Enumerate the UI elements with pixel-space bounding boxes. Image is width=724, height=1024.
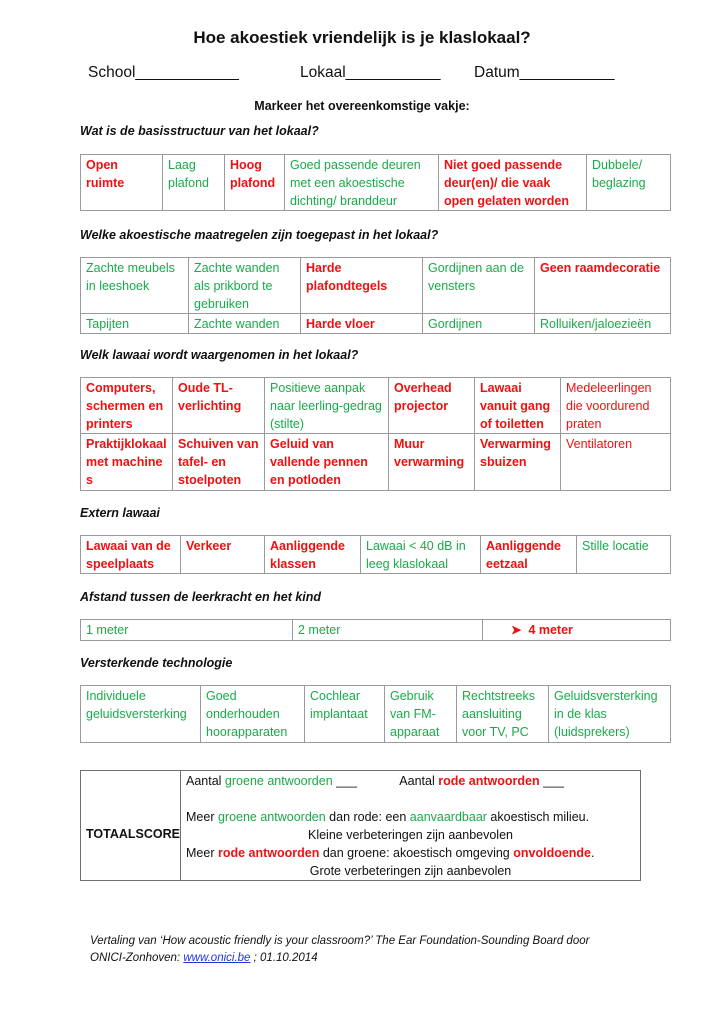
count-line: Aantal groene antwoorden ___ Aantal rode antwoorden ___ — [186, 774, 564, 788]
option-cell[interactable]: Gordijnen aan de vensters — [423, 258, 535, 314]
option-cell[interactable]: Tapijten — [81, 314, 189, 334]
option-cell[interactable]: Hoog plafond — [225, 155, 285, 211]
table-technologie — [80, 685, 671, 743]
green-advice: Kleine verbeteringen zijn aanbevolen — [307, 828, 513, 842]
table-row — [81, 434, 671, 491]
option-cell[interactable]: ➤ 4 meter — [483, 620, 671, 641]
option-cell[interactable]: Computers, schermen en printers — [81, 378, 173, 434]
option-cell[interactable]: Positieve aanpak naar leerling-gedrag (stilte) — [265, 378, 389, 434]
footer-line-2: ONICI-Zonhoven: www.onici.be ; 01.10.2014 — [90, 952, 318, 964]
section-heading-afstand: Afstand tussen de leerkracht en het kind — [80, 590, 322, 604]
page-title: Hoe akoestiek vriendelijk is je klaslokaal? — [193, 28, 531, 47]
option-cell[interactable]: Cochlear implantaat — [305, 686, 385, 743]
option-cell[interactable]: Niet goed passende deur(en)/ die vaak open gelaten worden — [439, 155, 587, 211]
lokaal-field[interactable]: Lokaal___________ — [300, 64, 441, 81]
green-result-line: Meer groene antwoorden dan rode: een aanvaardbaar akoestisch milieu. — [186, 810, 590, 824]
option-cell[interactable]: Geluid van vallende pennen en potloden — [265, 434, 389, 491]
option-cell[interactable]: Zachte wanden — [189, 314, 301, 334]
option-cell[interactable]: Ventilatoren — [561, 434, 671, 491]
section-heading-maatregelen: Welke akoestische maatregelen zijn toegepast in het lokaal? — [80, 228, 439, 242]
table-row — [81, 378, 671, 434]
option-cell[interactable]: Medeleerlingen die voordurend praten — [561, 378, 671, 434]
section-heading-extern: Extern lawaai — [80, 506, 160, 520]
totaalscore-label: TOTAALSCORE — [81, 771, 181, 881]
option-cell[interactable]: Individuele geluidsversterking — [81, 686, 201, 743]
instruction: Markeer het overeenkomstige vakje: — [254, 99, 470, 113]
table-row — [81, 771, 641, 881]
option-cell[interactable]: Open ruimte — [81, 155, 163, 211]
option-cell[interactable]: Gebruik van FM-apparaat — [385, 686, 457, 743]
section-heading-technologie: Versterkende technologie — [80, 656, 233, 670]
footer — [90, 933, 589, 967]
table-row — [81, 258, 671, 314]
table-extern — [80, 535, 671, 574]
option-cell[interactable]: Oude TL-verlichting — [173, 378, 265, 434]
option-cell[interactable]: Lawaai van de speelplaats — [81, 536, 181, 574]
school-field[interactable]: School____________ — [88, 64, 239, 81]
section-heading-lawaai: Welk lawaai wordt waargenomen in het lokaal? — [80, 348, 359, 362]
red-count-blank[interactable]: ___ — [539, 774, 564, 788]
option-cell[interactable]: Aanliggende eetzaal — [481, 536, 577, 574]
table-row — [81, 155, 671, 211]
table-row — [81, 314, 671, 334]
datum-field[interactable]: Datum___________ — [474, 64, 615, 81]
option-cell[interactable]: Harde vloer — [301, 314, 423, 334]
table-row — [81, 620, 671, 641]
option-cell[interactable]: Verkeer — [181, 536, 265, 574]
option-cell[interactable]: Goed onderhouden hoorapparaten — [201, 686, 305, 743]
option-cell[interactable]: Rechtstreeks aansluiting voor TV, PC — [457, 686, 549, 743]
option-cell[interactable]: Zachte meubels in leeshoek — [81, 258, 189, 314]
option-cell[interactable]: Lawaai < 40 dB in leeg klaslokaal — [361, 536, 481, 574]
footer-line-1: Vertaling van ‘How acoustic friendly is your classroom?’ The Ear Foundation-Sounding Board door — [90, 935, 590, 947]
red-result-line: Meer rode antwoorden dan groene: akoestisch omgeving onvoldoende. — [186, 846, 595, 860]
table-basis — [80, 154, 671, 211]
option-cell[interactable]: Schuiven van tafel- en stoelpoten — [173, 434, 265, 491]
section-heading-basis: Wat is de basisstructuur van het lokaal? — [80, 124, 319, 138]
totaal-content — [181, 771, 641, 881]
option-cell[interactable]: Harde plafondtegels — [301, 258, 423, 314]
option-cell[interactable]: Lawaai vanuit gang of toiletten — [475, 378, 561, 434]
option-cell[interactable]: Geen raamdecoratie — [535, 258, 671, 314]
table-row — [81, 536, 671, 574]
option-cell[interactable]: 2 meter — [293, 620, 483, 641]
option-cell[interactable]: Zachte wanden als prikbord te gebruiken — [189, 258, 301, 314]
option-cell[interactable]: Laag plafond — [163, 155, 225, 211]
green-count-blank[interactable]: ___ — [332, 774, 357, 788]
option-cell[interactable]: 1 meter — [81, 620, 293, 641]
option-cell[interactable]: Goed passende deuren met een akoestische dichting/ branddeur — [285, 155, 439, 211]
totaal-table — [80, 770, 641, 881]
table-afstand — [80, 619, 671, 641]
table-maatregelen — [80, 257, 671, 334]
option-cell[interactable]: Aanliggende klassen — [265, 536, 361, 574]
option-cell[interactable]: Dubbele/ beglazing — [587, 155, 671, 211]
option-cell[interactable]: Verwarmingsbuizen — [475, 434, 561, 491]
arrow-right-icon: ➤ — [511, 623, 522, 637]
option-cell[interactable]: Praktijklokaal met machines — [81, 434, 173, 491]
red-advice: Grote verbeteringen zijn aanbevolen — [309, 864, 512, 878]
option-cell[interactable]: Geluidsversterking in de klas (luidsprekers) — [549, 686, 671, 743]
option-cell[interactable]: Overhead projector — [389, 378, 475, 434]
option-cell[interactable]: Stille locatie — [577, 536, 671, 574]
option-cell[interactable]: Gordijnen — [423, 314, 535, 334]
option-cell[interactable]: Rolluiken/jaloezieën — [535, 314, 671, 334]
onici-link[interactable]: www.onici.be — [183, 952, 251, 964]
option-cell[interactable]: Muur verwarming — [389, 434, 475, 491]
table-row — [81, 686, 671, 743]
table-lawaai — [80, 377, 671, 491]
